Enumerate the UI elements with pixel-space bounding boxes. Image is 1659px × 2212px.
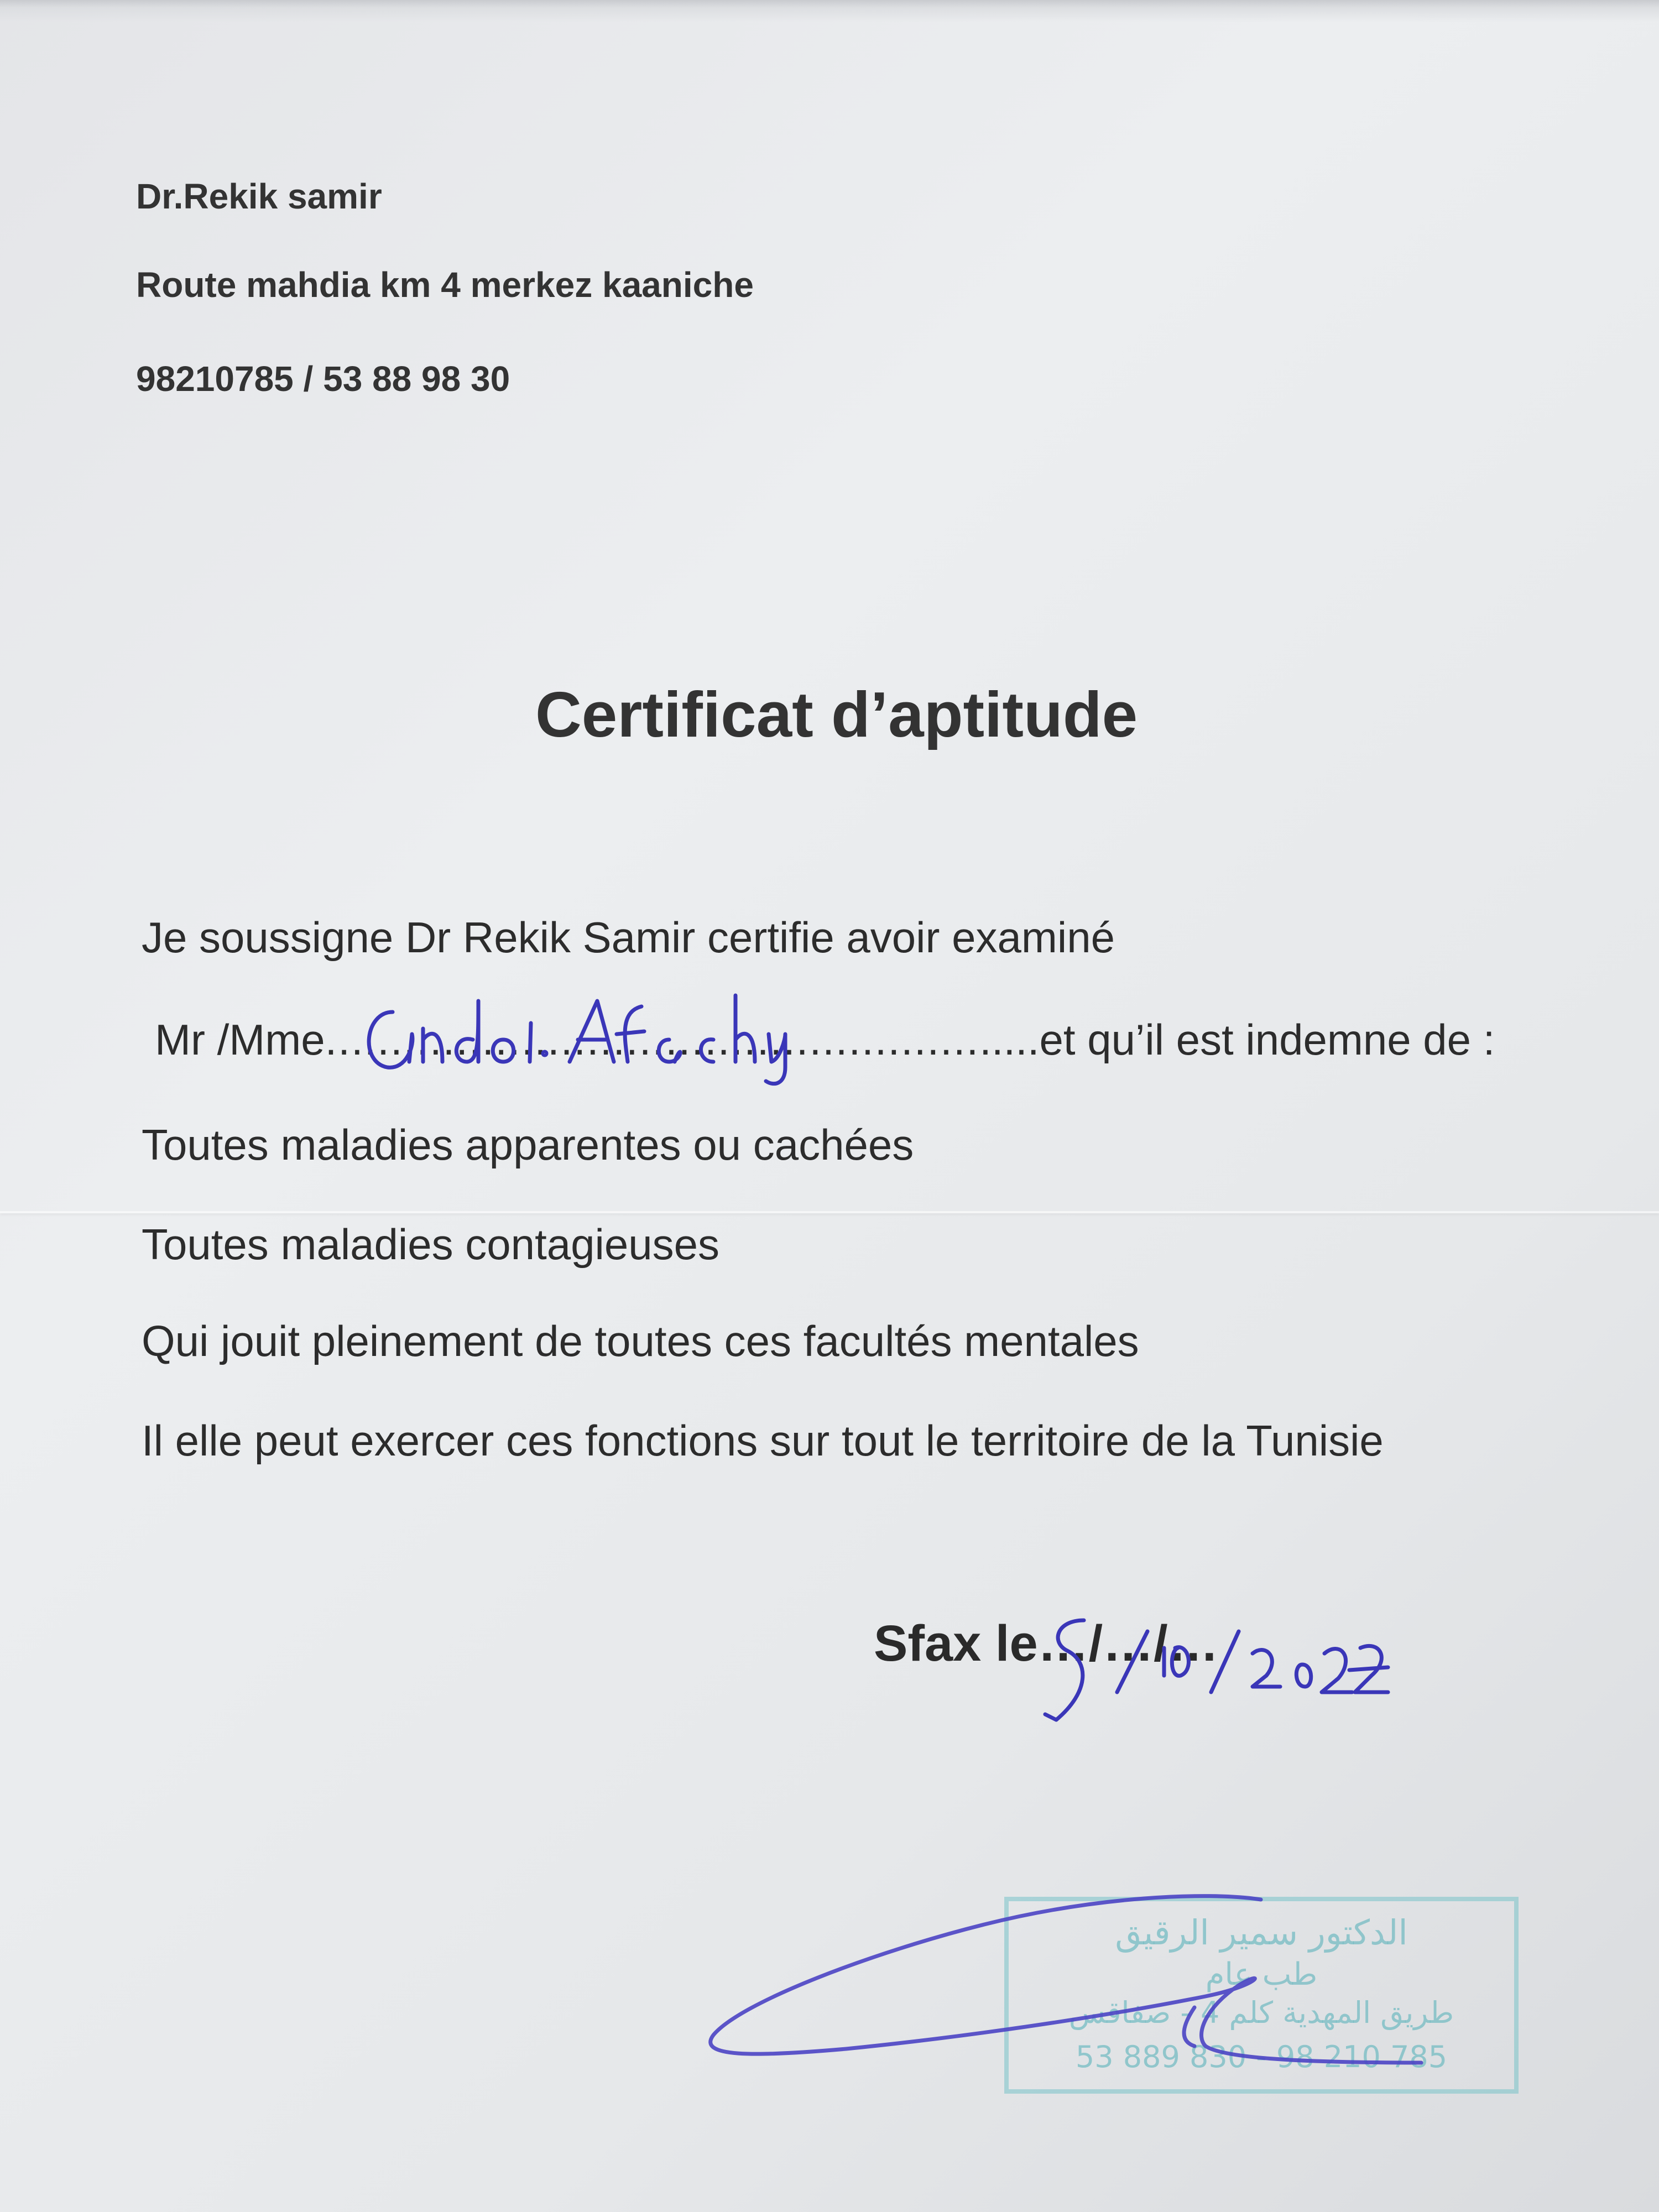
doctor-address: Route mahdia km 4 merkez kaaniche bbox=[136, 265, 754, 305]
body-line-mental: Qui jouit pleinement de toutes ces facultés mentales bbox=[142, 1317, 1139, 1365]
body-line-examined: Je soussigne Dr Rekik Samir certifie avoir examiné bbox=[142, 913, 1115, 962]
stamp-doctor-name: الدكتور سمير الرقيق bbox=[1115, 1912, 1408, 1953]
stamp-specialty: طب عام bbox=[1205, 1957, 1318, 1992]
date-dotted-field: …/…/… bbox=[1037, 1615, 1219, 1672]
paper-fold bbox=[0, 1211, 1659, 1213]
body-line-territory: Il elle peut exercer ces fonctions sur tout le territoire de la Tunisie bbox=[142, 1416, 1384, 1465]
doctor-signature bbox=[708, 1880, 1537, 2090]
certificate-title: Certificat d’aptitude bbox=[535, 679, 1138, 750]
stamp-phones: 53 889 830 - 98 210 785 bbox=[1075, 2039, 1448, 2074]
name-suffix: .....et qu’il est indemne de : bbox=[979, 1015, 1495, 1064]
doctor-phones: 98210785 / 53 88 98 30 bbox=[136, 359, 510, 399]
body-line-contagious: Toutes maladies contagieuses bbox=[142, 1220, 719, 1269]
handwritten-date bbox=[1034, 1609, 1399, 1731]
body-line-apparent: Toutes maladies apparentes ou cachées bbox=[142, 1120, 914, 1169]
stamp-address: طريق المهدية كلم 4 - صفاقس bbox=[1068, 1995, 1454, 2030]
paper-top-edge bbox=[0, 0, 1659, 22]
place-label: Sfax le bbox=[874, 1615, 1038, 1672]
handwritten-name bbox=[354, 979, 807, 1089]
name-dotted-field: .................................................. bbox=[325, 1015, 980, 1064]
name-prefix: Mr /Mme bbox=[155, 1015, 325, 1064]
doctor-name: Dr.Rekik samir bbox=[136, 176, 382, 216]
